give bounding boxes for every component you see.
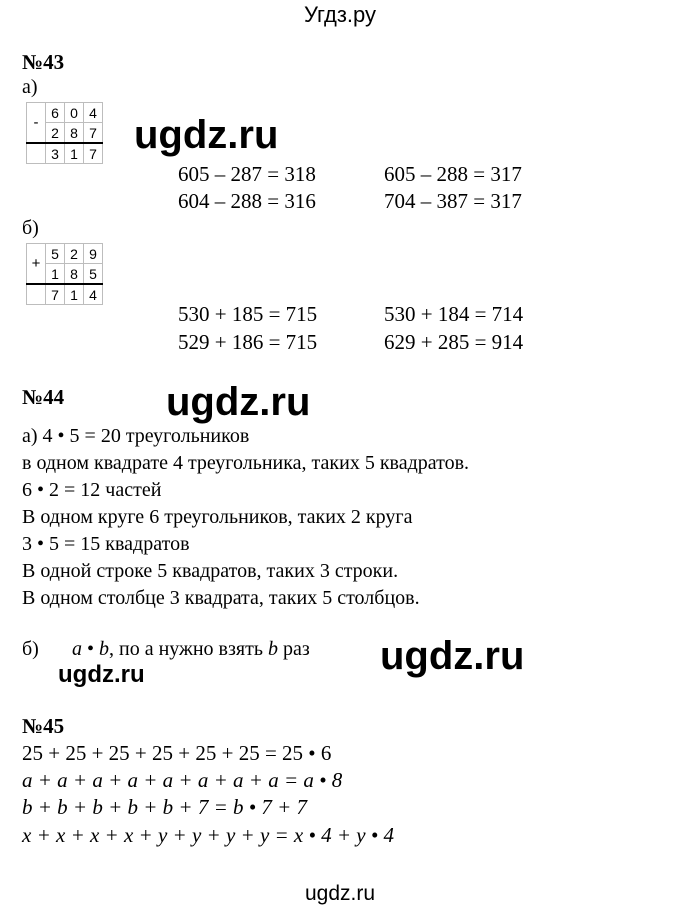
digit: 4 (84, 103, 103, 123)
dot: • (82, 638, 100, 660)
digit: 5 (46, 244, 65, 264)
watermark: ugdz.ru (58, 661, 145, 688)
expression: a + a + a + a + a + a + a + a = a • 8 (22, 768, 343, 792)
minus-sign: - (27, 103, 46, 144)
task-44-b-label: б) (22, 638, 39, 660)
digit: 8 (65, 264, 84, 285)
text-line: 3 • 5 = 15 квадратов (22, 533, 190, 555)
digit: 9 (84, 244, 103, 264)
empty-cell (27, 143, 46, 164)
text-line: в одном квадрате 4 треугольника, таких 5 квадратов. (22, 452, 470, 474)
expression: x + x + x + x + y + y + y + y = x • 4 + y • 4 (22, 823, 394, 847)
text-line: а) 4 • 5 = 20 треугольников (22, 425, 250, 447)
task-43-b-label: б) (22, 217, 39, 239)
text: , по а нужно взять (109, 638, 268, 660)
digit: 3 (46, 143, 65, 164)
digit: 7 (46, 284, 65, 305)
equation: 530 + 184 = 714 (384, 302, 524, 326)
text: раз (277, 638, 310, 660)
digit: 1 (65, 284, 84, 305)
digit: 7 (84, 143, 103, 164)
equation: 629 + 285 = 914 (384, 330, 524, 354)
equation: 529 + 186 = 715 (178, 330, 318, 354)
text-line: В одном столбце 3 квадрата, таких 5 столбцов. (22, 587, 420, 609)
digit: 4 (84, 284, 103, 305)
digit: 5 (84, 264, 103, 285)
digit: 1 (46, 264, 65, 285)
text-line: В одной строке 5 квадратов, таких 3 строки. (22, 560, 399, 582)
watermark: ugdz.ru (134, 113, 279, 157)
task-43-heading: №43 (22, 50, 65, 74)
text-line: 6 • 2 = 12 частей (22, 479, 162, 501)
column-addition (26, 243, 103, 305)
column-subtraction (26, 102, 103, 164)
watermark: ugdz.ru (166, 380, 311, 424)
equation: 704 – 387 = 317 (384, 189, 522, 213)
digit: 2 (46, 123, 65, 144)
equation: 605 – 288 = 317 (384, 162, 522, 186)
plus-sign: + (27, 244, 46, 285)
digit: 0 (65, 103, 84, 123)
digit: 2 (65, 244, 84, 264)
task-45-heading: №45 (22, 714, 65, 738)
empty-cell (27, 284, 46, 305)
footer: ugdz.ru (304, 882, 376, 905)
task-44-b-text (72, 638, 310, 661)
site-title: Угдз.ру (303, 2, 377, 27)
text-line: В одном круге 6 треугольников, таких 2 круга (22, 506, 413, 528)
digit: 6 (46, 103, 65, 123)
expression: b + b + b + b + b + 7 = b • 7 + 7 (22, 795, 308, 819)
var-a: a (72, 638, 82, 660)
digit: 7 (84, 123, 103, 144)
digit: 1 (65, 143, 84, 164)
watermark: ugdz.ru (380, 634, 525, 678)
expression: 25 + 25 + 25 + 25 + 25 + 25 = 25 • 6 (22, 741, 332, 765)
task-43-a-label: а) (22, 76, 38, 98)
digit: 8 (65, 123, 84, 144)
task-44-heading: №44 (22, 385, 65, 409)
equation: 605 – 287 = 318 (178, 162, 316, 186)
equation: 530 + 185 = 715 (178, 302, 318, 326)
equation: 604 – 288 = 316 (178, 189, 316, 213)
var-b: b (267, 638, 278, 660)
var-b: b (99, 638, 110, 660)
